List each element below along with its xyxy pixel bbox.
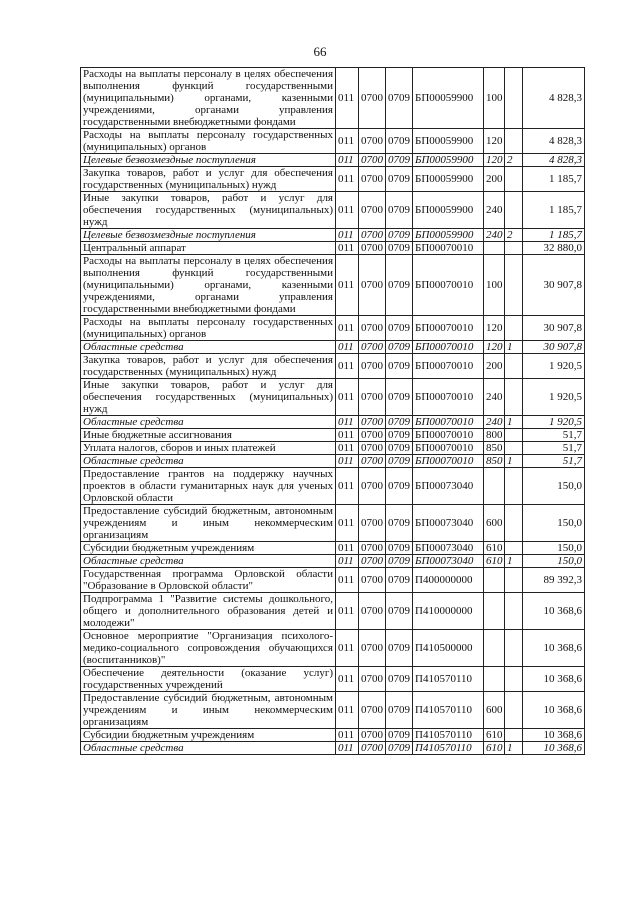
table-row: [81, 242, 585, 255]
row-description: Предоставление субсидий бюджетным, автономным учреждениям и иным некоммерческим организациям: [81, 505, 336, 542]
subsection-code: 0709: [386, 354, 413, 379]
table-row: [81, 316, 585, 341]
section-code: 0700: [359, 568, 386, 593]
expense-type-code: [484, 630, 505, 667]
section-code: 0700: [359, 555, 386, 568]
target-article-code: БП00070010: [413, 242, 484, 255]
source-code: 2: [505, 229, 523, 242]
table-row: [81, 455, 585, 468]
expense-type-code: [484, 242, 505, 255]
table-row: [81, 729, 585, 742]
target-article-code: БП00070010: [413, 455, 484, 468]
section-code: 0700: [359, 542, 386, 555]
source-code: [505, 542, 523, 555]
subsection-code: 0709: [386, 667, 413, 692]
expense-type-code: 100: [484, 68, 505, 129]
subsection-code: 0709: [386, 154, 413, 167]
row-amount: 89 392,3: [523, 568, 585, 593]
target-article-code: БП00070010: [413, 354, 484, 379]
section-code: 0700: [359, 468, 386, 505]
table-row: [81, 341, 585, 354]
admin-code: 011: [336, 468, 359, 505]
expense-type-code: 850: [484, 455, 505, 468]
subsection-code: 0709: [386, 192, 413, 229]
target-article-code: БП00073040: [413, 505, 484, 542]
table-row: [81, 593, 585, 630]
expense-type-code: 240: [484, 192, 505, 229]
row-description: Обеспечение деятельности (оказание услуг) государственных учреждений: [81, 667, 336, 692]
subsection-code: 0709: [386, 468, 413, 505]
row-amount: 30 907,8: [523, 255, 585, 316]
row-description: Предоставление грантов на поддержку научных проектов в области гуманитарных наук для ученых Орловской области: [81, 468, 336, 505]
row-amount: 30 907,8: [523, 341, 585, 354]
table-row: [81, 542, 585, 555]
admin-code: 011: [336, 354, 359, 379]
row-amount: 1 920,5: [523, 416, 585, 429]
row-description: Субсидии бюджетным учреждениям: [81, 729, 336, 742]
expense-type-code: 610: [484, 555, 505, 568]
section-code: 0700: [359, 154, 386, 167]
admin-code: 011: [336, 542, 359, 555]
table-row: [81, 192, 585, 229]
subsection-code: 0709: [386, 379, 413, 416]
section-code: 0700: [359, 242, 386, 255]
table-row: [81, 442, 585, 455]
subsection-code: 0709: [386, 255, 413, 316]
row-amount: 1 920,5: [523, 379, 585, 416]
row-amount: 51,7: [523, 455, 585, 468]
section-code: 0700: [359, 455, 386, 468]
table-row: [81, 742, 585, 755]
row-amount: 4 828,3: [523, 129, 585, 154]
row-description: Иные закупки товаров, работ и услуг для обеспечения государственных (муниципальных) нужд: [81, 192, 336, 229]
source-code: [505, 505, 523, 542]
subsection-code: 0709: [386, 455, 413, 468]
admin-code: 011: [336, 379, 359, 416]
section-code: 0700: [359, 192, 386, 229]
target-article-code: БП00073040: [413, 542, 484, 555]
row-amount: 150,0: [523, 555, 585, 568]
row-amount: 150,0: [523, 505, 585, 542]
row-description: Расходы на выплаты персоналу в целях обеспечения выполнения функций государственными (муниципальными) органами, казенными учреждениями, органами управления государственными внебюджетными фондами: [81, 255, 336, 316]
expense-type-code: 800: [484, 429, 505, 442]
expense-type-code: [484, 593, 505, 630]
admin-code: 011: [336, 505, 359, 542]
expense-type-code: 200: [484, 167, 505, 192]
subsection-code: 0709: [386, 742, 413, 755]
admin-code: 011: [336, 555, 359, 568]
source-code: [505, 129, 523, 154]
admin-code: 011: [336, 455, 359, 468]
admin-code: 011: [336, 593, 359, 630]
table-row: [81, 129, 585, 154]
source-code: [505, 379, 523, 416]
section-code: 0700: [359, 316, 386, 341]
source-code: [505, 692, 523, 729]
table-row: [81, 354, 585, 379]
target-article-code: БП00059900: [413, 154, 484, 167]
section-code: 0700: [359, 729, 386, 742]
admin-code: 011: [336, 429, 359, 442]
section-code: 0700: [359, 692, 386, 729]
admin-code: 011: [336, 255, 359, 316]
section-code: 0700: [359, 68, 386, 129]
section-code: 0700: [359, 630, 386, 667]
expense-type-code: 120: [484, 154, 505, 167]
admin-code: 011: [336, 692, 359, 729]
expense-type-code: 120: [484, 341, 505, 354]
source-code: 1: [505, 742, 523, 755]
row-amount: 1 185,7: [523, 192, 585, 229]
row-amount: 10 368,6: [523, 742, 585, 755]
table-row: [81, 468, 585, 505]
subsection-code: 0709: [386, 630, 413, 667]
source-code: [505, 593, 523, 630]
table-row: [81, 154, 585, 167]
table-row: [81, 429, 585, 442]
row-description: Подпрограмма 1 "Развитие системы дошкольного, общего и дополнительного образования детей и молодежи": [81, 593, 336, 630]
subsection-code: 0709: [386, 167, 413, 192]
admin-code: 011: [336, 630, 359, 667]
section-code: 0700: [359, 379, 386, 416]
admin-code: 011: [336, 242, 359, 255]
subsection-code: 0709: [386, 542, 413, 555]
table-row: [81, 167, 585, 192]
section-code: 0700: [359, 341, 386, 354]
subsection-code: 0709: [386, 429, 413, 442]
row-description: Областные средства: [81, 341, 336, 354]
subsection-code: 0709: [386, 68, 413, 129]
row-description: Расходы на выплаты персоналу в целях обеспечения выполнения функций государственными (муниципальными) органами, казенными учреждениями, органами управления государственными внебюджетными фондами: [81, 68, 336, 129]
source-code: 1: [505, 416, 523, 429]
row-description: Областные средства: [81, 742, 336, 755]
row-description: Субсидии бюджетным учреждениям: [81, 542, 336, 555]
section-code: 0700: [359, 505, 386, 542]
expense-type-code: 120: [484, 316, 505, 341]
expense-type-code: 240: [484, 379, 505, 416]
section-code: 0700: [359, 167, 386, 192]
row-description: Закупка товаров, работ и услуг для обеспечения государственных (муниципальных) нужд: [81, 167, 336, 192]
expense-type-code: 120: [484, 129, 505, 154]
source-code: 1: [505, 555, 523, 568]
subsection-code: 0709: [386, 729, 413, 742]
source-code: [505, 468, 523, 505]
row-description: Областные средства: [81, 416, 336, 429]
admin-code: 011: [336, 568, 359, 593]
subsection-code: 0709: [386, 555, 413, 568]
row-amount: 1 920,5: [523, 354, 585, 379]
admin-code: 011: [336, 729, 359, 742]
subsection-code: 0709: [386, 593, 413, 630]
target-article-code: БП00059900: [413, 167, 484, 192]
subsection-code: 0709: [386, 505, 413, 542]
source-code: [505, 242, 523, 255]
expense-type-code: [484, 568, 505, 593]
source-code: [505, 442, 523, 455]
row-amount: 4 828,3: [523, 68, 585, 129]
row-amount: 10 368,6: [523, 729, 585, 742]
section-code: 0700: [359, 593, 386, 630]
table-row: [81, 692, 585, 729]
target-article-code: БП00059900: [413, 129, 484, 154]
subsection-code: 0709: [386, 692, 413, 729]
row-amount: 30 907,8: [523, 316, 585, 341]
row-amount: 150,0: [523, 542, 585, 555]
expense-type-code: 100: [484, 255, 505, 316]
admin-code: 011: [336, 154, 359, 167]
row-description: Областные средства: [81, 555, 336, 568]
source-code: [505, 429, 523, 442]
source-code: [505, 68, 523, 129]
row-description: Уплата налогов, сборов и иных платежей: [81, 442, 336, 455]
row-amount: 32 880,0: [523, 242, 585, 255]
expense-type-code: 240: [484, 416, 505, 429]
row-amount: 51,7: [523, 429, 585, 442]
row-amount: 10 368,6: [523, 692, 585, 729]
source-code: 1: [505, 341, 523, 354]
row-description: Закупка товаров, работ и услуг для обеспечения государственных (муниципальных) нужд: [81, 354, 336, 379]
target-article-code: БП00070010: [413, 416, 484, 429]
source-code: [505, 667, 523, 692]
expense-type-code: 600: [484, 505, 505, 542]
target-article-code: БП00070010: [413, 442, 484, 455]
row-amount: 1 185,7: [523, 229, 585, 242]
expense-type-code: 850: [484, 442, 505, 455]
expense-type-code: 610: [484, 729, 505, 742]
admin-code: 011: [336, 68, 359, 129]
admin-code: 011: [336, 316, 359, 341]
expense-type-code: 200: [484, 354, 505, 379]
admin-code: 011: [336, 667, 359, 692]
admin-code: 011: [336, 341, 359, 354]
admin-code: 011: [336, 229, 359, 242]
section-code: 0700: [359, 354, 386, 379]
source-code: [505, 729, 523, 742]
expense-type-code: [484, 468, 505, 505]
row-description: Областные средства: [81, 455, 336, 468]
row-amount: 150,0: [523, 468, 585, 505]
target-article-code: П410570110: [413, 667, 484, 692]
target-article-code: П400000000: [413, 568, 484, 593]
source-code: [505, 630, 523, 667]
section-code: 0700: [359, 442, 386, 455]
row-amount: 1 185,7: [523, 167, 585, 192]
table-row: [81, 555, 585, 568]
source-code: [505, 192, 523, 229]
subsection-code: 0709: [386, 316, 413, 341]
row-description: Предоставление субсидий бюджетным, автономным учреждениям и иным некоммерческим организациям: [81, 692, 336, 729]
expense-type-code: 610: [484, 742, 505, 755]
target-article-code: П410570110: [413, 742, 484, 755]
subsection-code: 0709: [386, 416, 413, 429]
section-code: 0700: [359, 742, 386, 755]
table-row: [81, 379, 585, 416]
source-code: [505, 354, 523, 379]
table-row: [81, 229, 585, 242]
target-article-code: БП00059900: [413, 68, 484, 129]
section-code: 0700: [359, 667, 386, 692]
subsection-code: 0709: [386, 129, 413, 154]
table-row: [81, 416, 585, 429]
target-article-code: БП00070010: [413, 316, 484, 341]
expense-type-code: 610: [484, 542, 505, 555]
source-code: 1: [505, 455, 523, 468]
row-description: Расходы на выплаты персоналу государственных (муниципальных) органов: [81, 316, 336, 341]
expense-type-code: [484, 667, 505, 692]
row-description: Иные закупки товаров, работ и услуг для обеспечения государственных (муниципальных) нужд: [81, 379, 336, 416]
target-article-code: БП00070010: [413, 429, 484, 442]
page-number: 66: [313, 44, 327, 59]
table-row: [81, 568, 585, 593]
target-article-code: БП00059900: [413, 229, 484, 242]
target-article-code: БП00070010: [413, 255, 484, 316]
source-code: [505, 255, 523, 316]
admin-code: 011: [336, 129, 359, 154]
subsection-code: 0709: [386, 229, 413, 242]
row-description: Государственная программа Орловской области "Образование в Орловской области": [81, 568, 336, 593]
source-code: 2: [505, 154, 523, 167]
row-amount: 10 368,6: [523, 593, 585, 630]
row-amount: 10 368,6: [523, 667, 585, 692]
section-code: 0700: [359, 255, 386, 316]
source-code: [505, 167, 523, 192]
row-description: Расходы на выплаты персоналу государственных (муниципальных) органов: [81, 129, 336, 154]
admin-code: 011: [336, 742, 359, 755]
target-article-code: П410570110: [413, 729, 484, 742]
row-description: Целевые безвозмездные поступления: [81, 229, 336, 242]
admin-code: 011: [336, 416, 359, 429]
source-code: [505, 316, 523, 341]
section-code: 0700: [359, 416, 386, 429]
subsection-code: 0709: [386, 442, 413, 455]
subsection-code: 0709: [386, 242, 413, 255]
target-article-code: БП00073040: [413, 468, 484, 505]
section-code: 0700: [359, 129, 386, 154]
expense-type-code: 240: [484, 229, 505, 242]
section-code: 0700: [359, 429, 386, 442]
expense-type-code: 600: [484, 692, 505, 729]
table-row: [81, 667, 585, 692]
target-article-code: БП00073040: [413, 555, 484, 568]
row-amount: 10 368,6: [523, 630, 585, 667]
row-description: Центральный аппарат: [81, 242, 336, 255]
table-row: [81, 255, 585, 316]
target-article-code: БП00070010: [413, 341, 484, 354]
section-code: 0700: [359, 229, 386, 242]
table-row: [81, 68, 585, 129]
target-article-code: П410000000: [413, 593, 484, 630]
budget-table: [80, 67, 585, 755]
table-row: [81, 505, 585, 542]
row-amount: 4 828,3: [523, 154, 585, 167]
target-article-code: П410570110: [413, 692, 484, 729]
row-description: Целевые безвозмездные поступления: [81, 154, 336, 167]
target-article-code: БП00070010: [413, 379, 484, 416]
subsection-code: 0709: [386, 568, 413, 593]
table-row: [81, 630, 585, 667]
target-article-code: БП00059900: [413, 192, 484, 229]
target-article-code: П410500000: [413, 630, 484, 667]
source-code: [505, 568, 523, 593]
row-description: Иные бюджетные ассигнования: [81, 429, 336, 442]
row-description: Основное мероприятие "Организация психолого-медико-социального сопровождения обучающихся (воспитанников)": [81, 630, 336, 667]
table-body: [81, 68, 585, 755]
admin-code: 011: [336, 442, 359, 455]
admin-code: 011: [336, 192, 359, 229]
subsection-code: 0709: [386, 341, 413, 354]
row-amount: 51,7: [523, 442, 585, 455]
admin-code: 011: [336, 167, 359, 192]
